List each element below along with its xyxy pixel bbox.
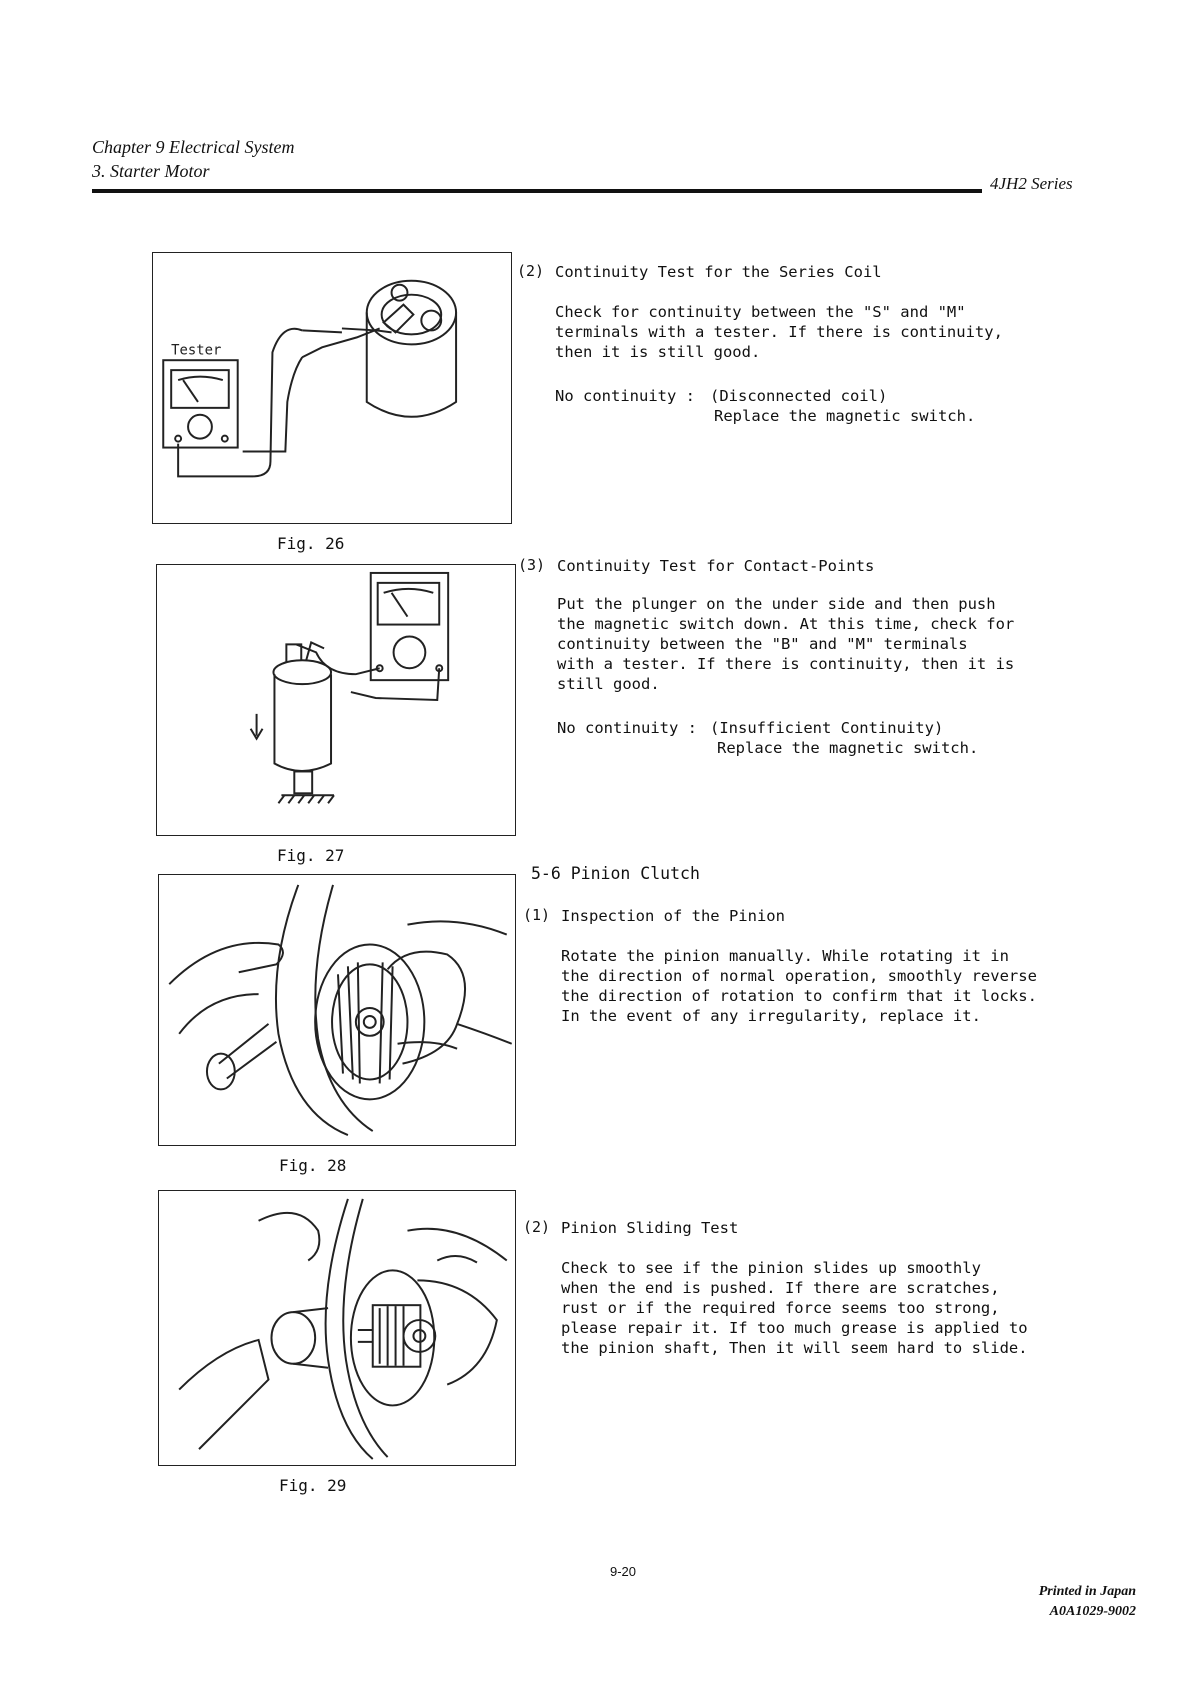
plunger-test-illustration	[157, 565, 515, 835]
page-number: 9-20	[610, 1564, 637, 1579]
pinion-sliding-line-1: Check to see if the pinion slides up smoothly	[561, 1259, 981, 1277]
contact-points-number: (3)	[518, 556, 546, 574]
pinion-sliding-body	[561, 1258, 1028, 1358]
series-coil-no-continuity-label: No continuity :	[555, 387, 695, 405]
figure-26-caption: Fig. 26	[277, 534, 345, 553]
series-coil-no-continuity-cause: (Disconnected coil)	[710, 387, 888, 405]
series-coil-number: (2)	[517, 262, 545, 280]
pinion-inspection-line-1: Rotate the pinion manually. While rotating it in	[561, 947, 1009, 965]
pinion-inspection-line-3: the direction of rotation to confirm that it locks.	[561, 987, 1037, 1005]
document-code: A0A1029-9002	[1049, 1604, 1136, 1619]
series-coil-heading: Continuity Test for the Series Coil	[555, 263, 882, 281]
series-coil-line-1: Check for continuity between the "S" and "M"	[555, 303, 966, 321]
tester-and-switch-illustration	[153, 253, 511, 523]
figure-26-series-coil-test	[152, 252, 512, 524]
pinion-inspection-line-4: In the event of any irregularity, replace it.	[561, 1007, 981, 1025]
pinion-sliding-number: (2)	[523, 1218, 551, 1236]
contact-points-line-3: continuity between the "B" and "M" terminals	[557, 635, 968, 653]
series-coil-line-2: terminals with a tester. If there is continuity,	[555, 323, 1003, 341]
contact-points-line-4: with a tester. If there is continuity, then it is	[557, 655, 1015, 673]
figure-28-pinion-inspection	[158, 874, 516, 1146]
pinion-inspection-heading: Inspection of the Pinion	[561, 907, 785, 925]
figure-28-caption: Fig. 28	[279, 1156, 347, 1175]
header-rule	[92, 189, 982, 193]
series-coil-no-continuity-action: Replace the magnetic switch.	[714, 407, 976, 425]
series-coil-line-3: then it is still good.	[555, 343, 761, 361]
figure-27-caption: Fig. 27	[277, 846, 345, 865]
pinion-sliding-line-5: the pinion shaft, Then it will seem hard to slide.	[561, 1339, 1028, 1357]
pinion-sliding-line-4: please repair it. If too much grease is applied to	[561, 1319, 1028, 1337]
contact-points-line-5: still good.	[557, 675, 660, 693]
contact-points-line-1: Put the plunger on the under side and then push	[557, 595, 996, 613]
figure-27-contact-points-test	[156, 564, 516, 836]
pinion-inspection-number: (1)	[523, 906, 551, 924]
pinion-sliding-illustration	[159, 1191, 515, 1465]
printed-in-japan: Printed in Japan	[1038, 1584, 1136, 1599]
contact-points-body	[557, 594, 1014, 694]
chapter-title: Chapter 9 Electrical System	[92, 137, 295, 157]
figure-29-pinion-sliding	[158, 1190, 516, 1466]
series-coil-body	[555, 302, 1003, 362]
contact-points-no-continuity-cause: (Insufficient Continuity)	[710, 719, 944, 737]
pinion-rotation-illustration	[159, 875, 515, 1145]
pinion-sliding-line-2: when the end is pushed. If there are scratches,	[561, 1279, 1000, 1297]
figure-29-caption: Fig. 29	[279, 1476, 347, 1495]
pinion-inspection-body	[561, 946, 1037, 1026]
pinion-sliding-line-3: rust or if the required force seems too strong,	[561, 1299, 1000, 1317]
section-title: 3. Starter Motor	[92, 161, 210, 181]
series-label: 4JH2 Series	[990, 174, 1073, 193]
contact-points-line-2: the magnetic switch down. At this time, check for	[557, 615, 1015, 633]
printed-info	[1039, 1582, 1136, 1622]
pinion-inspection-line-2: the direction of normal operation, smoothly reverse	[561, 967, 1037, 985]
contact-points-heading: Continuity Test for Contact-Points	[557, 557, 875, 575]
tester-label: Tester	[171, 342, 222, 359]
contact-points-no-continuity-label: No continuity :	[557, 719, 697, 737]
pinion-clutch-title: 5-6 Pinion Clutch	[531, 864, 700, 883]
pinion-sliding-heading: Pinion Sliding Test	[561, 1219, 739, 1237]
contact-points-no-continuity-action: Replace the magnetic switch.	[717, 739, 979, 757]
